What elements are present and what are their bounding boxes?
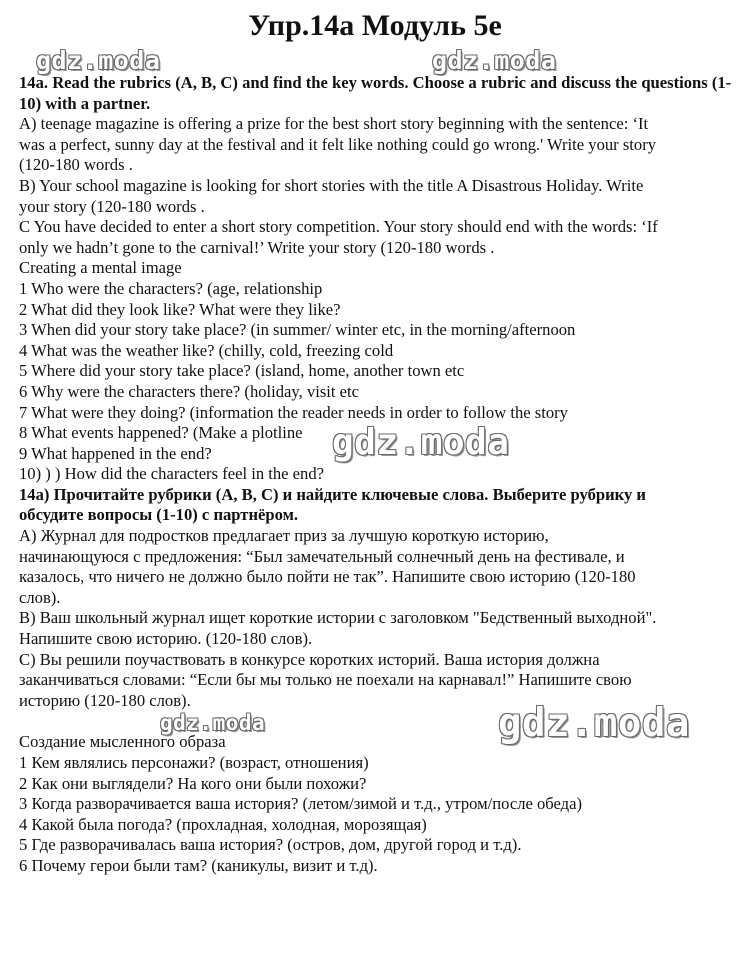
page-title: Упр.14а Модуль 5е: [248, 9, 502, 42]
english-rubric-line: your story (120-180 words .: [19, 196, 205, 216]
english-question: 3 When did your story take place? (in summer/ winter etc, in the morning/afternoon: [19, 320, 576, 340]
russian-rubric-line: начинающуюся с предложения: “Был замечательный солнечный день на фестивале, и: [19, 546, 625, 566]
english-rubric-line: B) Your school magazine is looking for short stories with the title A Disastrous Holiday. Write: [19, 175, 644, 195]
russian-rubric-line: В) Ваш школьный журнал ищет короткие истории с заголовком "Бедственный выходной".: [19, 608, 657, 628]
russian-rubric-line: казалось, что ничего не должно было пойти не так”. Напишите свою историю (120-180: [19, 567, 636, 587]
english-question: 2 What did they look like? What were they like?: [19, 299, 341, 319]
english-question: 4 What was the weather like? (chilly, cold, freezing cold: [19, 340, 394, 360]
english-question: 9 What happened in the end?: [19, 443, 212, 463]
english-section-title: Creating a mental image: [19, 258, 182, 278]
watermark-logo: gdz.moda: [432, 46, 557, 75]
russian-rubric-line: слов).: [19, 587, 61, 607]
english-rubric-line: only we hadn’t gone to the carnival!’ Write your story (120-180 words .: [19, 237, 495, 257]
english-question: 5 Where did your story take place? (island, home, another town etc: [19, 361, 465, 381]
russian-task-heading-line: 14а) Прочитайте рубрики (А, B, C) и найдите ключевые слова. Выберите рубрику и: [19, 484, 646, 504]
watermark-logo: gdz.moda: [332, 422, 510, 463]
russian-rubric-line: С) Вы решили поучаствовать в конкурсе коротких историй. Ваша история должна: [19, 649, 600, 669]
russian-question: 3 Когда разворачивается ваша история? (летом/зимой и т.д., утром/после обеда): [19, 794, 583, 814]
english-question: 1 Who were the characters? (age, relationship: [19, 278, 323, 298]
watermark-logo: gdz.moda: [498, 701, 690, 746]
english-question: 7 What were they doing? (information the reader needs in order to follow the story: [19, 402, 568, 422]
english-task-heading: 14a. Read the rubrics (A, B, C) and find the key words. Choose a rubric and discuss the questions (1-10) with a partner.: [19, 73, 732, 113]
english-question: 10) ) ) How did the characters feel in the end?: [19, 464, 325, 484]
russian-section-title: Создание мысленного образа: [19, 732, 226, 752]
watermark-logo: gdz.moda: [36, 46, 161, 75]
english-rubric-line: A) teenage magazine is offering a prize for the best short story beginning with the sentence: ‘It: [19, 114, 649, 134]
english-question: 6 Why were the characters there? (holiday, visit etc: [19, 381, 360, 401]
russian-rubric-line: Напишите свою историю. (120-180 слов).: [19, 629, 313, 649]
russian-task-heading-line: обсудите вопросы (1-10) с партнёром.: [19, 505, 299, 525]
russian-rubric-line: заканчиваться словами: “Если бы мы только не поехали на карнавал!” Напишите свою: [19, 670, 632, 690]
english-rubric-line: (120-180 words .: [19, 155, 133, 175]
russian-question: 1 Кем являлись персонажи? (возраст, отношения): [19, 753, 369, 772]
english-rubric-line: C You have decided to enter a short story competition. Your story should end with the words: ‘If: [19, 217, 658, 237]
russian-question: 4 Какой была погода? (прохладная, холодная, морозящая): [19, 814, 427, 834]
exercise-text: [19, 73, 734, 877]
russian-rubric-line: историю (120-180 слов).: [19, 690, 191, 710]
russian-question: 5 Где разворачивалась ваша история? (остров, дом, другой город и т.д).: [19, 835, 522, 855]
russian-question: 6 Почему герои были там? (каникулы, визит и т.д).: [19, 855, 378, 875]
russian-rubric-line: А) Журнал для подростков предлагает приз за лучшую короткую историю,: [19, 526, 549, 546]
watermark-logo: gdz.moda: [160, 711, 266, 735]
english-question: 8 What events happened? (Make a plotline: [19, 423, 303, 443]
english-rubric-line: was a perfect, sunny day at the festival and it felt like nothing could go wrong.' Write your story: [19, 134, 657, 154]
russian-question: 2 Как они выглядели? На кого они были похожи?: [19, 773, 367, 793]
spacer: [19, 711, 734, 732]
